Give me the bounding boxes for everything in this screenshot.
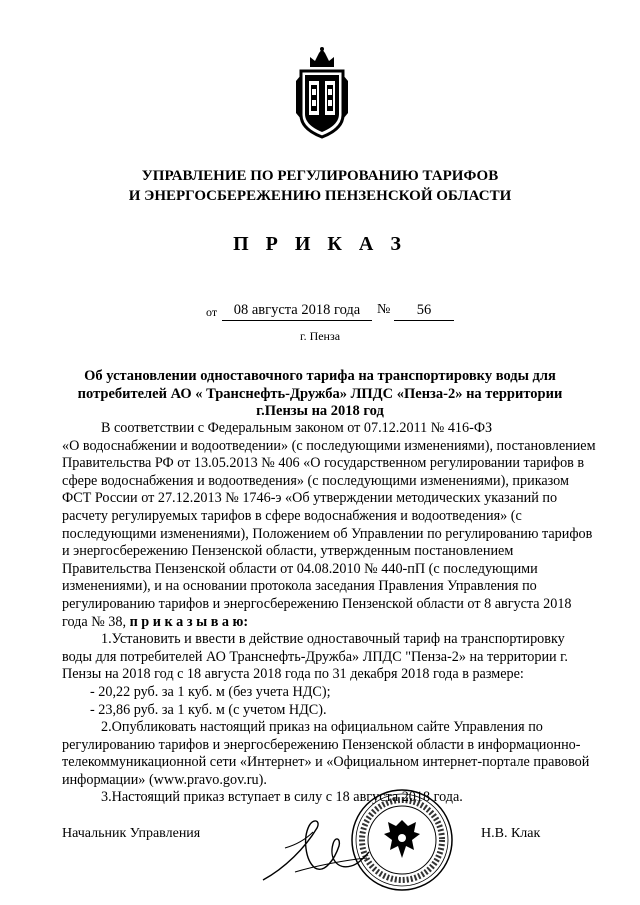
item-2-line: регулированию тарифов и энергосбережению Пензенской области в информационно- [62, 736, 581, 753]
tariff-with-vat: - 23,86 руб. за 1 куб. м (с учетом НДС). [90, 701, 327, 718]
document-type-title: П Р И К А З [233, 233, 407, 255]
document-subject [0, 368, 640, 421]
item-1-line: Пензы на 2018 год с 18 августа 2018 года по 31 декабря 2018 года в размере: [62, 666, 524, 683]
body-line: регулированию тарифов и энергосбережению Пензенской области от 8 августа 2018 [62, 595, 572, 612]
body-line: В соответствии с Федеральным законом от 07.12.2011 № 416-ФЗ [101, 420, 493, 436]
preamble-end: года № 38, [62, 613, 127, 630]
number-sign: № [377, 302, 391, 317]
item-2-line: информации» (www.pravo.gov.ru). [62, 771, 267, 788]
city: г. Пенза [300, 329, 341, 343]
signer-name: Н.В. Клак [481, 826, 541, 841]
from-label: от [206, 305, 218, 319]
subject-line: Об установлении одноставочного тарифа на транспортировку воды для [84, 368, 556, 384]
document-date: 08 августа 2018 года [222, 300, 372, 321]
body-line: последующими изменениями), Положением об Управлении по регулированию тарифов [62, 525, 593, 542]
document-number: 56 [394, 300, 454, 321]
tariff-without-vat: - 20,22 руб. за 1 куб. м (без учета НДС); [90, 683, 331, 700]
body-line: «О водоснабжении и водоотведении» (с последующими изменениями), постановлением [62, 437, 596, 454]
item-2-line: 2.Опубликовать настоящий приказ на официальном сайте Управления по [101, 719, 543, 736]
body-line: Правительства РФ от 13.05.2013 № 406 «О государственном регулировании тарифов в [62, 455, 585, 472]
body-line: Правительства Пензенской области от 04.08.2010 № 440-пП (с последующими [62, 560, 538, 577]
subject-line: потребителей АО « Транснефть-Дружба» ЛПДС «Пенза-2» на территории [77, 385, 563, 402]
body-line: ФСТ России от 27.12.2013 № 1746-э «Об утверждении методических указаний по [62, 490, 558, 507]
item-1-line: 1.Установить и ввести в действие одноставочный тариф на транспортировку [101, 631, 565, 648]
body-line: расчету регулируемых тарифов в сфере водоснабжения и водоотведения» (с [62, 507, 522, 524]
official-stamp [350, 788, 454, 892]
item-1-line: воды для потребителей АО Транснефть-Дружба» ЛПДС "Пенза-2» на территории г. [62, 648, 568, 665]
body-line: изменениями), и на основании протокола заседания Правления Управления по [62, 578, 537, 595]
order-word: п р и к а з ы в а ю: [129, 613, 249, 630]
body-line [62, 614, 610, 632]
subject-line: г.Пензы на 2018 год [256, 403, 384, 419]
org-name-line1: УПРАВЛЕНИЕ ПО РЕГУЛИРОВАНИЮ ТАРИФОВ [141, 168, 499, 184]
coat-of-arms-emblem [295, 45, 349, 141]
body-line: сфере водоснабжения и водоотведения» (с последующими изменениями), приказом [62, 472, 569, 489]
item-3-line: 3.Настоящий приказ вступает в силу с 18 августа 2018 года. [101, 789, 463, 806]
signer-position: Начальник Управления [62, 826, 201, 841]
org-name-line2: И ЭНЕРГОСБЕРЕЖЕНИЮ ПЕНЗЕНСКОЙ ОБЛАСТИ [128, 188, 512, 204]
document-body [62, 420, 610, 807]
item-2-line: телекоммуникационной сети «Интернет» и «Официальном интернет-портале правовой [62, 754, 590, 771]
body-line: и энергосбережению Пензенской области, утвержденным постановлением [62, 543, 514, 560]
